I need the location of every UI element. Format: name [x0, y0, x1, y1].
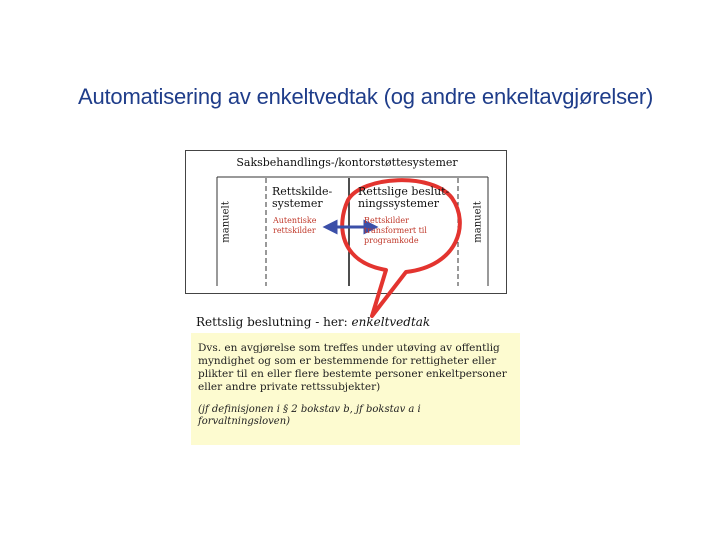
- manual-label-right: manuelt: [472, 201, 484, 243]
- decision-systems-sub: Rettskilder transformert til programkode: [364, 216, 427, 245]
- manual-label-left: manuelt: [220, 201, 232, 243]
- system-box-label: Saksbehandlings-/kontorstøttesystemer: [236, 156, 458, 169]
- definition-box: [191, 333, 520, 445]
- page-title: Automatisering av enkeltvedtak (og andre enkeltavgjørelser): [78, 84, 654, 109]
- definition-reference: (jf definisjonen i § 2 bokstav b, jf bokstav a i forvaltningsloven): [198, 404, 421, 427]
- definition-text: Dvs. en avgjørelse som treffes under utøving av offentlig myndighet og som er bestemmende for rettigheter eller plikter til en eller flere bestemte personer enkeltpersoner eller andre private rettssubjekter): [198, 342, 507, 393]
- legal-source-systems-title: Rettskilde- systemer: [272, 185, 333, 210]
- decision-systems-title: Rettslige beslut- ningssystemer: [358, 185, 450, 210]
- callout-label: Rettslig beslutning - her: enkeltvedtak: [196, 315, 431, 329]
- legal-source-systems-sub: Autentiske rettskilder: [273, 216, 317, 235]
